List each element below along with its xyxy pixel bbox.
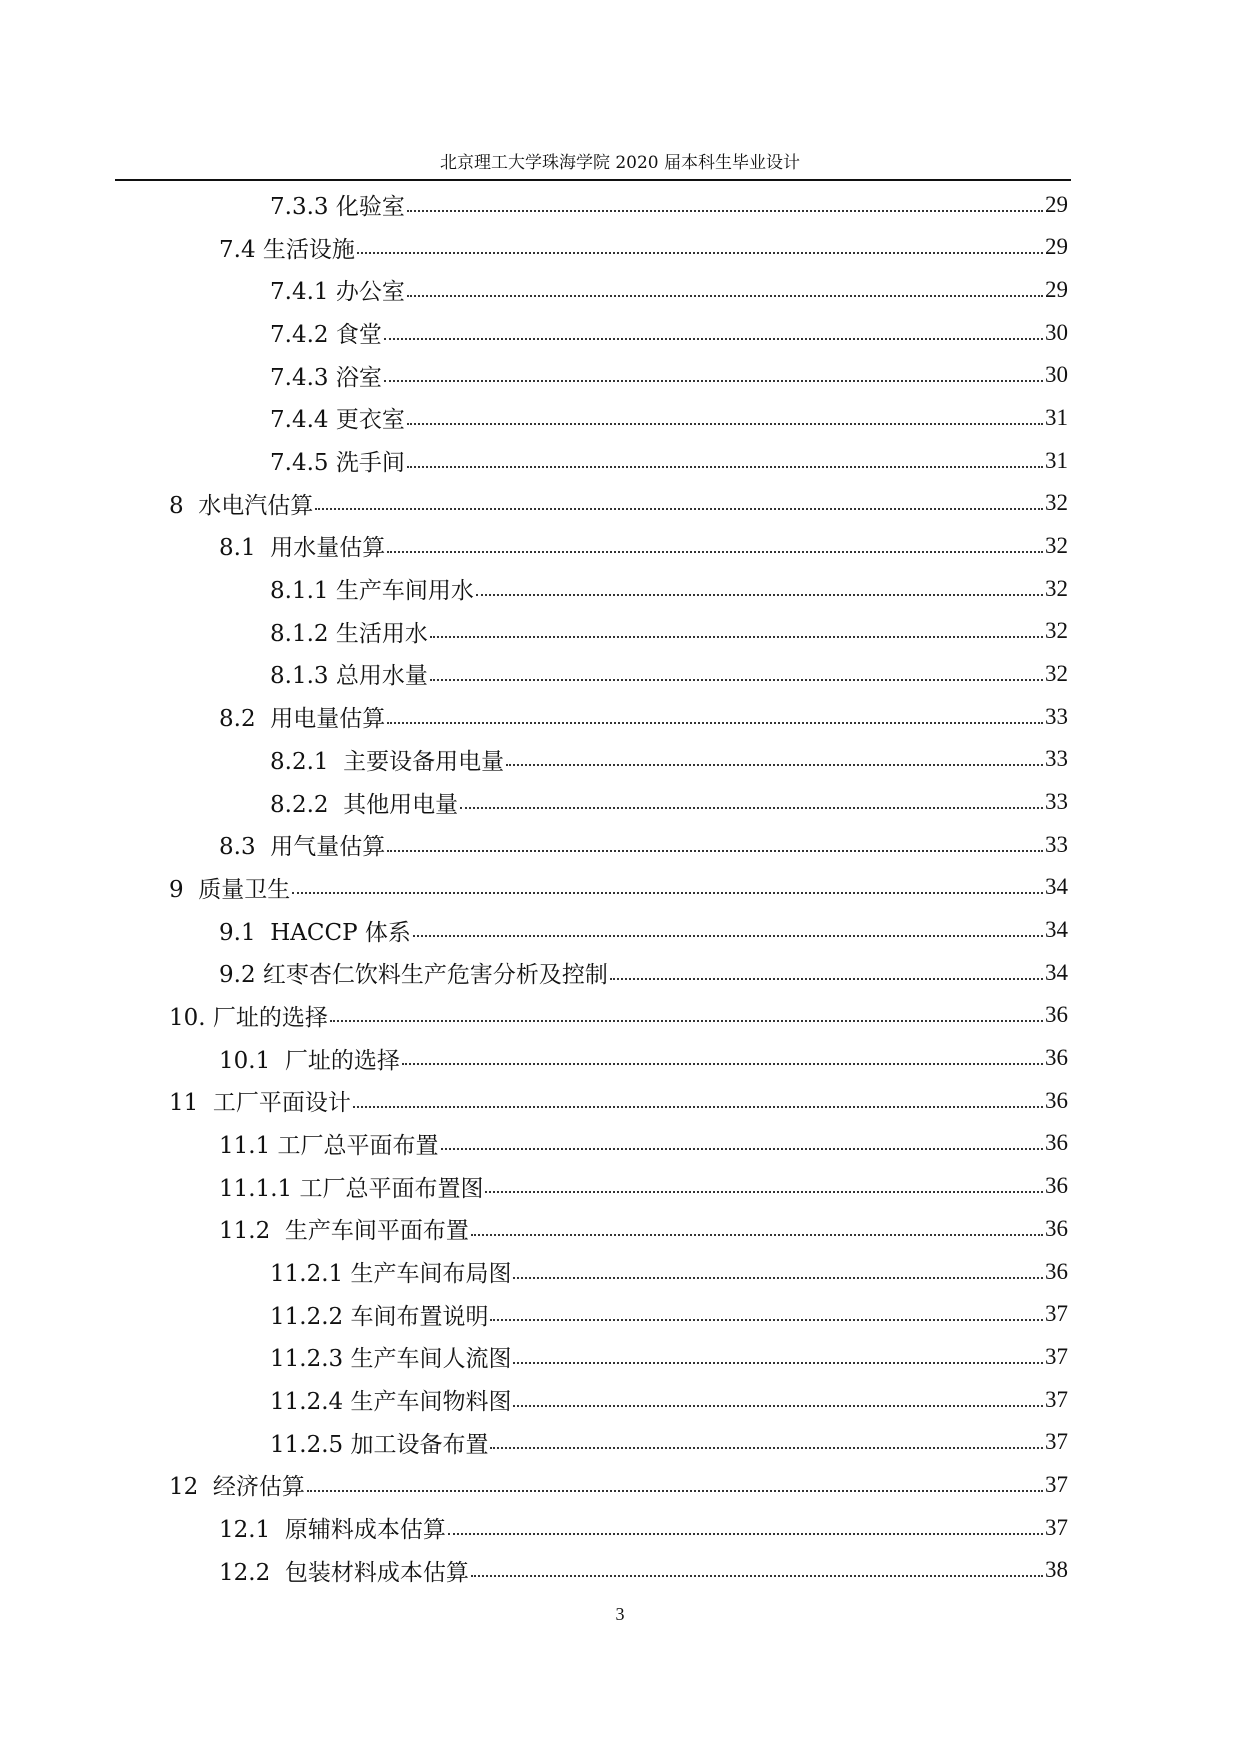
toc-entry-page: 32 bbox=[1045, 575, 1068, 601]
dot-leader bbox=[460, 807, 1043, 809]
toc-entry-title: 11.2.2 车间布置说明 bbox=[270, 1303, 489, 1330]
toc-entry-page: 30 bbox=[1045, 362, 1068, 388]
toc-entry-page: 36 bbox=[1045, 1130, 1068, 1156]
toc-entry-page: 37 bbox=[1045, 1514, 1068, 1540]
toc-entry-title: 11.2.4 生产车间物料图 bbox=[270, 1389, 512, 1416]
toc-entry-title: 12.2 包装材料成本估算 bbox=[219, 1559, 469, 1586]
dot-leader bbox=[430, 636, 1043, 638]
toc-entry-page: 36 bbox=[1045, 1087, 1068, 1113]
toc-entry[interactable] bbox=[169, 482, 1068, 525]
toc-entry[interactable] bbox=[270, 183, 1068, 226]
dot-leader bbox=[490, 1447, 1043, 1449]
dot-leader bbox=[476, 594, 1043, 596]
toc-entry[interactable] bbox=[219, 1207, 1068, 1250]
toc-entry[interactable] bbox=[219, 1549, 1068, 1592]
toc-entry[interactable] bbox=[270, 738, 1068, 781]
toc-entry-title: 11.2.3 生产车间人流图 bbox=[270, 1346, 512, 1373]
toc-entry-title: 8.2.2 其他用电量 bbox=[270, 791, 459, 818]
toc-entry-page: 29 bbox=[1045, 191, 1068, 217]
toc-entry-page: 36 bbox=[1045, 1045, 1068, 1071]
toc-entry-page: 37 bbox=[1045, 1429, 1068, 1455]
toc-entry-page: 34 bbox=[1045, 874, 1068, 900]
dot-leader bbox=[315, 508, 1043, 510]
toc-entry-title: 8.1.3 总用水量 bbox=[270, 663, 428, 690]
running-header: 北京理工大学珠海学院 2020 届本科生毕业设计 bbox=[439, 153, 801, 173]
toc-entry-title: 8 水电汽估算 bbox=[169, 492, 314, 519]
dot-leader bbox=[471, 1234, 1043, 1236]
toc-entry-page: 36 bbox=[1045, 1002, 1068, 1028]
dot-leader bbox=[407, 423, 1043, 425]
toc-entry-page: 31 bbox=[1045, 447, 1068, 473]
toc-entry-title: 7.4.3 浴室 bbox=[270, 364, 382, 391]
toc-entry-title: 10.1 厂址的选择 bbox=[219, 1047, 400, 1074]
toc-entry[interactable] bbox=[219, 695, 1068, 738]
toc-entry-page: 33 bbox=[1045, 703, 1068, 729]
toc-entry[interactable] bbox=[219, 823, 1068, 866]
toc-entry[interactable] bbox=[219, 226, 1068, 269]
dot-leader bbox=[387, 850, 1043, 852]
toc-entry-title: 7.4 生活设施 bbox=[219, 236, 355, 263]
dot-leader bbox=[402, 1063, 1043, 1065]
dot-leader bbox=[407, 466, 1043, 468]
dot-leader bbox=[513, 1277, 1043, 1279]
toc-entry[interactable] bbox=[270, 354, 1068, 397]
dot-leader bbox=[292, 892, 1043, 894]
dot-leader bbox=[513, 1405, 1043, 1407]
toc-entry-page: 36 bbox=[1045, 1215, 1068, 1241]
dot-leader bbox=[610, 978, 1043, 980]
toc-entry-title: 7.4.1 办公室 bbox=[270, 279, 405, 306]
dot-leader bbox=[448, 1533, 1043, 1535]
toc-entry[interactable] bbox=[169, 1079, 1068, 1122]
toc-entry-title: 8.1.2 生活用水 bbox=[270, 620, 428, 647]
toc-entry-title: 7.4.5 洗手间 bbox=[270, 450, 405, 477]
toc-entry[interactable] bbox=[219, 1122, 1068, 1165]
dot-leader bbox=[387, 551, 1043, 553]
toc-entry-page: 32 bbox=[1045, 490, 1068, 516]
toc-entry-title: 11.2.1 生产车间布局图 bbox=[270, 1261, 512, 1287]
toc-entry-page: 33 bbox=[1045, 789, 1068, 815]
dot-leader bbox=[485, 1191, 1043, 1193]
toc-entry-page: 37 bbox=[1045, 1301, 1068, 1327]
dot-leader bbox=[384, 338, 1043, 340]
dot-leader bbox=[353, 1106, 1043, 1108]
toc-entry-page: 33 bbox=[1045, 746, 1068, 772]
toc-entry-page: 36 bbox=[1045, 1258, 1068, 1284]
toc-entry-page: 34 bbox=[1045, 959, 1068, 985]
dot-leader bbox=[387, 722, 1043, 724]
toc-entry-page: 36 bbox=[1045, 1173, 1068, 1199]
toc-entry[interactable] bbox=[270, 268, 1068, 311]
toc-entry-title: 12.1 原辅料成本估算 bbox=[219, 1517, 446, 1544]
toc-entry-page: 37 bbox=[1045, 1386, 1068, 1412]
dot-leader bbox=[407, 210, 1043, 212]
toc-entry-title: 9.1 HACCP 体系 bbox=[219, 919, 411, 946]
toc-entry-page: 29 bbox=[1045, 234, 1068, 260]
dot-leader bbox=[307, 1490, 1043, 1492]
toc-entry-page: 38 bbox=[1045, 1557, 1068, 1583]
toc-entry-page: 37 bbox=[1045, 1471, 1068, 1497]
toc-entry[interactable] bbox=[270, 396, 1068, 439]
toc-entry-title: 10. 厂址的选择 bbox=[169, 1004, 328, 1031]
toc-entry[interactable] bbox=[169, 994, 1068, 1037]
dot-leader bbox=[384, 380, 1043, 382]
toc-entry-page: 32 bbox=[1045, 532, 1068, 558]
toc-entry[interactable] bbox=[219, 1506, 1068, 1549]
toc-entry-title: 7.4.2 食堂 bbox=[270, 322, 382, 349]
toc-entry-page: 32 bbox=[1045, 618, 1068, 644]
dot-leader bbox=[407, 295, 1043, 297]
toc-entry[interactable] bbox=[270, 781, 1068, 824]
dot-leader bbox=[471, 1575, 1043, 1577]
toc-entry[interactable] bbox=[270, 610, 1068, 653]
dot-leader bbox=[357, 252, 1043, 254]
toc-entry-title: 9.2 红枣杏仁饮料生产危害分析及控制 bbox=[219, 962, 608, 989]
dot-leader bbox=[430, 679, 1043, 681]
toc-entry[interactable] bbox=[169, 1463, 1068, 1506]
toc-entry-page: 34 bbox=[1045, 917, 1068, 943]
page-number: 3 bbox=[615, 1604, 625, 1624]
toc-entry[interactable] bbox=[219, 1165, 1068, 1208]
dot-leader bbox=[513, 1362, 1043, 1364]
toc-entry-title: 11.1.1 工厂总平面布置图 bbox=[219, 1175, 484, 1202]
dot-leader bbox=[506, 764, 1043, 766]
toc-entry[interactable] bbox=[270, 1250, 1068, 1293]
toc-entry[interactable] bbox=[270, 439, 1068, 482]
toc-entry[interactable] bbox=[219, 951, 1068, 994]
dot-leader bbox=[330, 1020, 1043, 1022]
toc-entry[interactable] bbox=[270, 1335, 1068, 1378]
toc-entry[interactable] bbox=[219, 524, 1068, 567]
toc-entry[interactable] bbox=[219, 909, 1068, 952]
toc-entry-title: 7.3.3 化验室 bbox=[270, 194, 405, 220]
toc-entry-page: 30 bbox=[1045, 319, 1068, 345]
toc-entry-page: 33 bbox=[1045, 831, 1068, 857]
toc-entry-title: 8.1.1 生产车间用水 bbox=[270, 578, 474, 605]
toc-entry-title: 8.1 用水量估算 bbox=[219, 535, 386, 562]
toc-entry-page: 37 bbox=[1045, 1343, 1068, 1369]
dot-leader bbox=[490, 1319, 1043, 1321]
dot-leader bbox=[441, 1148, 1043, 1150]
toc-entry-title: 12 经济估算 bbox=[169, 1474, 305, 1501]
toc-entry-page: 29 bbox=[1045, 276, 1068, 302]
toc-entry-title: 8.2 用电量估算 bbox=[219, 706, 386, 733]
toc-entry-title: 11 工厂平面设计 bbox=[169, 1090, 351, 1117]
toc-entry[interactable] bbox=[169, 866, 1068, 909]
toc-entry[interactable] bbox=[270, 1378, 1068, 1421]
toc-entry[interactable] bbox=[270, 1293, 1068, 1336]
toc-entry-title: 8.3 用气量估算 bbox=[219, 834, 386, 861]
toc-entry-title: 11.2 生产车间平面布置 bbox=[219, 1218, 469, 1245]
toc-entry[interactable] bbox=[270, 567, 1068, 610]
header-rule bbox=[115, 179, 1071, 181]
toc-entry-title: 11.1 工厂总平面布置 bbox=[219, 1132, 439, 1159]
toc-entry-title: 11.2.5 加工设备布置 bbox=[270, 1431, 489, 1458]
toc-entry-title: 9 质量卫生 bbox=[169, 876, 291, 903]
toc-entry-title: 8.2.1 主要设备用电量 bbox=[270, 748, 505, 775]
toc-entry-page: 32 bbox=[1045, 660, 1068, 686]
dot-leader bbox=[413, 935, 1043, 937]
toc-entry-title: 7.4.4 更衣室 bbox=[270, 407, 405, 434]
toc-entry[interactable] bbox=[270, 311, 1068, 354]
toc-entry[interactable] bbox=[219, 1037, 1068, 1080]
toc-entry-page: 31 bbox=[1045, 404, 1068, 430]
toc-entry[interactable] bbox=[270, 1421, 1068, 1464]
toc-entry[interactable] bbox=[270, 652, 1068, 695]
